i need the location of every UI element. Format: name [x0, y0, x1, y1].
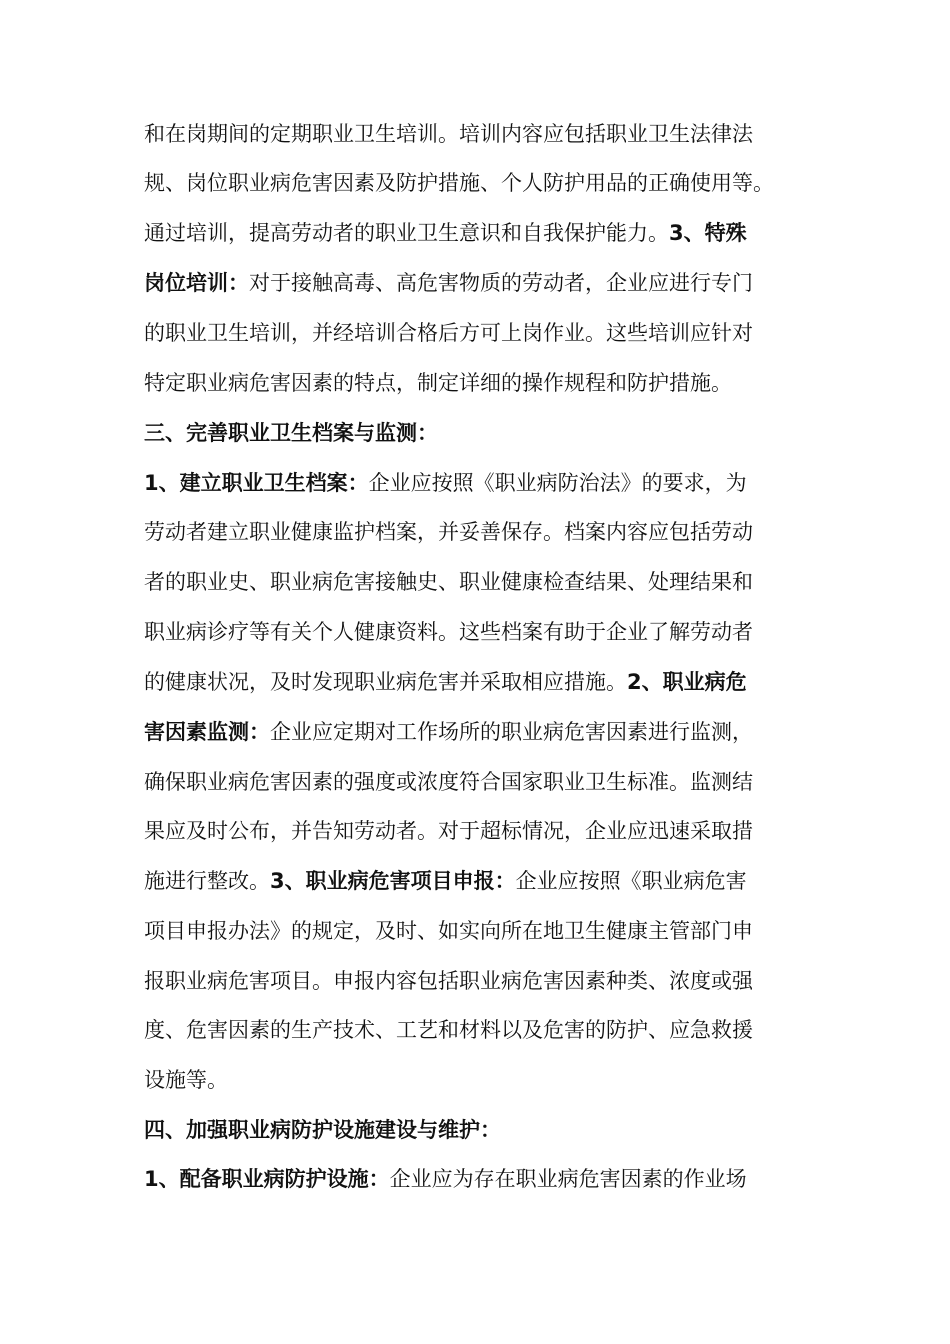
text-run: 企业应按照《职业病防治法》的要求，为 [368, 471, 747, 495]
section-heading-4 [144, 1113, 501, 1147]
text-run: 果应及时公布，并告知劳动者。对于超标情况，企业应迅速采取措 [144, 819, 753, 843]
text-line [144, 266, 753, 300]
text-line [144, 715, 753, 749]
bold-run: 1、建立职业卫生档案： [144, 471, 369, 495]
bold-run: 三、完善职业卫生档案与监测： [144, 421, 438, 445]
text-run: 的职业卫生培训，并经培训合格后方可上岗作业。这些培训应针对 [144, 321, 753, 345]
text-run: 企业应按照《职业病危害 [515, 869, 747, 893]
text-line [144, 515, 753, 549]
bold-run: 害因素监测： [144, 720, 270, 744]
text-line [144, 216, 747, 250]
text-run: 企业应定期对工作场所的职业病危害因素进行监测， [270, 720, 753, 744]
text-run: 确保职业病危害因素的强度或浓度符合国家职业卫生标准。监测结 [144, 770, 753, 794]
text-run: 特定职业病危害因素的特点，制定详细的操作规程和防护措施。 [144, 371, 732, 395]
text-line [144, 1013, 753, 1047]
text-line [144, 366, 732, 400]
text-line [144, 665, 747, 699]
text-line [144, 1063, 228, 1097]
bold-run: 3、职业病危害项目申报： [270, 869, 516, 893]
text-line [144, 117, 753, 151]
text-line [144, 814, 753, 848]
text-line [144, 864, 747, 898]
text-line [144, 765, 753, 799]
text-run: 和在岗期间的定期职业卫生培训。培训内容应包括职业卫生法律法 [144, 122, 753, 146]
text-line [144, 615, 753, 649]
text-run: 劳动者建立职业健康监护档案，并妥善保存。档案内容应包括劳动 [144, 520, 753, 544]
text-run: 者的职业史、职业病危害接触史、职业健康检查结果、处理结果和 [144, 570, 753, 594]
text-run: 的健康状况，及时发现职业病危害并采取相应措施。 [144, 670, 627, 694]
text-line [144, 964, 753, 998]
text-line [144, 565, 753, 599]
text-run: 通过培训，提高劳动者的职业卫生意识和自我保护能力。 [144, 221, 669, 245]
text-line [144, 466, 747, 500]
text-run: 规、岗位职业病危害因素及防护措施、个人防护用品的正确使用等。 [144, 171, 774, 195]
bold-run: 四、加强职业病防护设施建设与维护： [144, 1118, 501, 1142]
text-line [144, 914, 753, 948]
text-run: 报职业病危害项目。申报内容包括职业病危害因素种类、浓度或强 [144, 969, 753, 993]
text-line [144, 1162, 747, 1196]
text-run: 度、危害因素的生产技术、工艺和材料以及危害的防护、应急救援 [144, 1018, 753, 1042]
text-run: 设施等。 [144, 1068, 228, 1092]
bold-run: 3、特殊 [669, 221, 747, 245]
text-line [144, 316, 753, 350]
text-run: 职业病诊疗等有关个人健康资料。这些档案有助于企业了解劳动者 [144, 620, 753, 644]
text-run: 施进行整改。 [144, 869, 270, 893]
bold-run: 1、配备职业病防护设施： [144, 1167, 390, 1191]
bold-run: 2、职业病危 [627, 670, 747, 694]
bold-run: 岗位培训： [144, 271, 249, 295]
text-run: 项目申报办法》的规定，及时、如实向所在地卫生健康主管部门申 [144, 919, 753, 943]
text-run: 对于接触高毒、高危害物质的劳动者，企业应进行专门 [249, 271, 753, 295]
section-heading-3 [144, 416, 438, 450]
text-line [144, 166, 774, 200]
text-run: 企业应为存在职业病危害因素的作业场 [389, 1167, 747, 1191]
